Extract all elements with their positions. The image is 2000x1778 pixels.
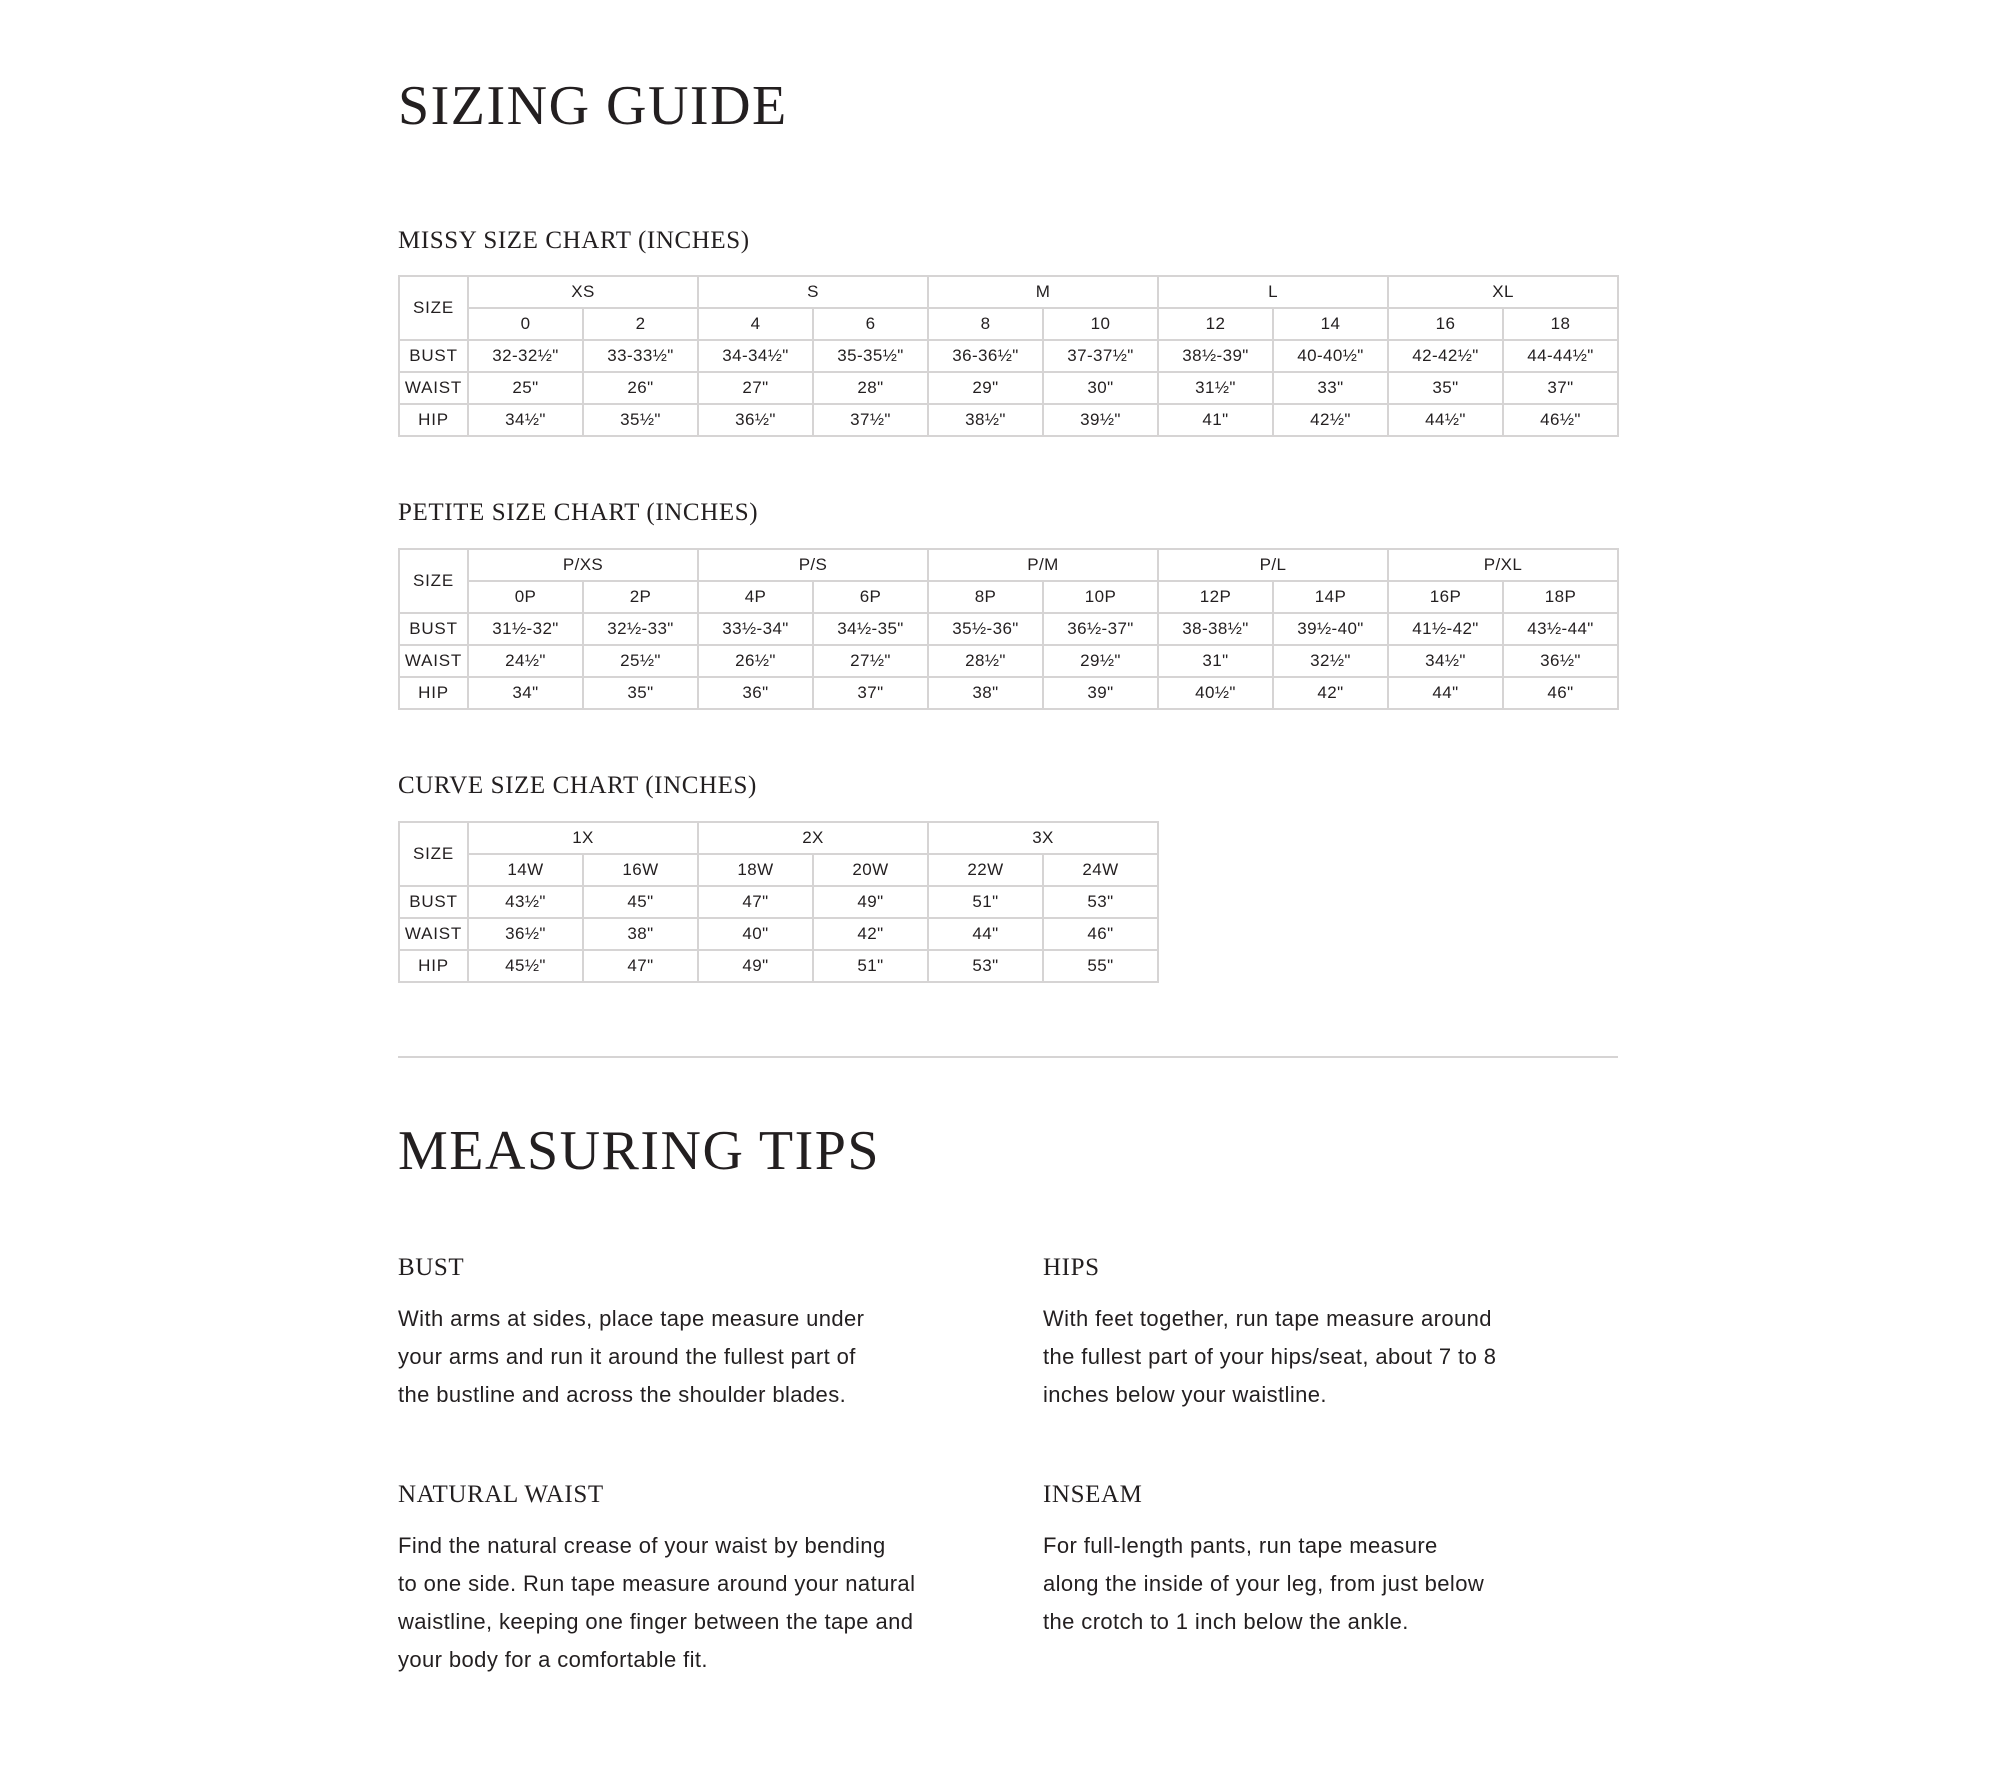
size-cell: 8P xyxy=(928,581,1043,613)
size-cell: 0P xyxy=(468,581,583,613)
bust-cell: 34½-35" xyxy=(813,613,928,645)
waist-row xyxy=(399,918,1158,950)
waist-cell: 28½" xyxy=(928,645,1043,677)
tip-line: the crotch to 1 inch below the ankle. xyxy=(1043,1609,1409,1634)
hip-cell: 45½" xyxy=(468,950,583,982)
waist-label: WAIST xyxy=(399,372,468,404)
hip-cell: 42½" xyxy=(1273,404,1388,436)
size-cell: 18 xyxy=(1503,308,1618,340)
waist-cell: 25" xyxy=(468,372,583,404)
bust-cell: 38-38½" xyxy=(1158,613,1273,645)
bust-cell: 41½-42" xyxy=(1388,613,1503,645)
size-cell: 10P xyxy=(1043,581,1158,613)
waist-cell: 34½" xyxy=(1388,645,1503,677)
bust-cell: 33½-34" xyxy=(698,613,813,645)
bust-label: BUST xyxy=(399,340,468,372)
bust-label: BUST xyxy=(399,613,468,645)
bust-row xyxy=(399,613,1618,645)
waist-cell: 28" xyxy=(813,372,928,404)
natural-waist-tip-title: NATURAL WAIST xyxy=(398,1481,604,1508)
tip-line: your arms and run it around the fullest part of xyxy=(398,1344,856,1369)
bust-cell: 35-35½" xyxy=(813,340,928,372)
size-cell: 8 xyxy=(928,308,1043,340)
hip-cell: 35" xyxy=(583,677,698,709)
bust-cell: 37-37½" xyxy=(1043,340,1158,372)
size-cell: 18W xyxy=(698,854,813,886)
hip-row xyxy=(399,677,1618,709)
hip-cell: 55" xyxy=(1043,950,1158,982)
bust-cell: 34-34½" xyxy=(698,340,813,372)
hip-label: HIP xyxy=(399,950,468,982)
group-cell: XS xyxy=(468,276,698,308)
size-cell: 24W xyxy=(1043,854,1158,886)
group-cell: 3X xyxy=(928,822,1158,854)
tip-line: inches below your waistline. xyxy=(1043,1382,1327,1407)
page-title: SIZING GUIDE xyxy=(398,75,788,137)
hip-cell: 42" xyxy=(1273,677,1388,709)
bust-cell: 40-40½" xyxy=(1273,340,1388,372)
waist-row xyxy=(399,372,1618,404)
hip-cell: 47" xyxy=(583,950,698,982)
bust-cell: 36-36½" xyxy=(928,340,1043,372)
group-cell: 1X xyxy=(468,822,698,854)
group-cell: 2X xyxy=(698,822,928,854)
bust-cell: 53" xyxy=(1043,886,1158,918)
group-cell: S xyxy=(698,276,928,308)
bust-cell: 36½-37" xyxy=(1043,613,1158,645)
missy-size-table xyxy=(398,275,1619,437)
group-cell: P/S xyxy=(698,549,928,581)
bust-label: BUST xyxy=(399,886,468,918)
hip-cell: 38" xyxy=(928,677,1043,709)
bust-cell: 31½-32" xyxy=(468,613,583,645)
size-label: SIZE xyxy=(399,822,468,886)
hip-cell: 36" xyxy=(698,677,813,709)
hip-cell: 46½" xyxy=(1503,404,1618,436)
hips-tip-title: HIPS xyxy=(1043,1254,1100,1281)
group-row xyxy=(399,276,1618,308)
waist-cell: 26½" xyxy=(698,645,813,677)
bust-cell: 45" xyxy=(583,886,698,918)
hip-cell: 34" xyxy=(468,677,583,709)
bust-cell: 42-42½" xyxy=(1388,340,1503,372)
bust-cell: 32½-33" xyxy=(583,613,698,645)
waist-label: WAIST xyxy=(399,645,468,677)
group-cell: P/L xyxy=(1158,549,1388,581)
size-cell: 10 xyxy=(1043,308,1158,340)
bust-tip-text xyxy=(398,1300,864,1414)
bust-cell: 39½-40" xyxy=(1273,613,1388,645)
hip-cell: 37" xyxy=(813,677,928,709)
bust-cell: 43½-44" xyxy=(1503,613,1618,645)
size-cell: 18P xyxy=(1503,581,1618,613)
size-cell: 4P xyxy=(698,581,813,613)
inseam-tip-title: INSEAM xyxy=(1043,1481,1143,1508)
size-cell: 12 xyxy=(1158,308,1273,340)
size-cell: 12P xyxy=(1158,581,1273,613)
hip-row xyxy=(399,950,1158,982)
hip-cell: 35½" xyxy=(583,404,698,436)
size-cell: 16P xyxy=(1388,581,1503,613)
size-cell: 16W xyxy=(583,854,698,886)
tip-line: For full-length pants, run tape measure xyxy=(1043,1533,1438,1558)
section-divider xyxy=(398,1056,1618,1058)
petite-size-table xyxy=(398,548,1619,710)
hip-cell: 44" xyxy=(1388,677,1503,709)
waist-cell: 26" xyxy=(583,372,698,404)
hip-row xyxy=(399,404,1618,436)
size-row xyxy=(399,854,1158,886)
waist-cell: 30" xyxy=(1043,372,1158,404)
bust-row xyxy=(399,886,1158,918)
hip-cell: 36½" xyxy=(698,404,813,436)
group-row xyxy=(399,549,1618,581)
tip-line: With arms at sides, place tape measure under xyxy=(398,1306,865,1331)
tip-line: along the inside of your leg, from just below xyxy=(1043,1571,1485,1596)
measuring-tips-title: MEASURING TIPS xyxy=(398,1120,881,1182)
group-cell: L xyxy=(1158,276,1388,308)
waist-cell: 40" xyxy=(698,918,813,950)
size-cell: 22W xyxy=(928,854,1043,886)
waist-label: WAIST xyxy=(399,918,468,950)
waist-row xyxy=(399,645,1618,677)
size-cell: 6P xyxy=(813,581,928,613)
waist-cell: 37" xyxy=(1503,372,1618,404)
hips-tip-text xyxy=(1043,1300,1496,1414)
waist-cell: 29" xyxy=(928,372,1043,404)
hip-cell: 53" xyxy=(928,950,1043,982)
group-cell: M xyxy=(928,276,1158,308)
hip-cell: 46" xyxy=(1503,677,1618,709)
tip-line: your body for a comfortable fit. xyxy=(398,1647,708,1672)
bust-row xyxy=(399,340,1618,372)
group-cell: P/XS xyxy=(468,549,698,581)
tip-line: waistline, keeping one finger between the tape and xyxy=(398,1609,914,1634)
tip-line: With feet together, run tape measure around xyxy=(1043,1306,1492,1331)
hip-cell: 37½" xyxy=(813,404,928,436)
hip-cell: 51" xyxy=(813,950,928,982)
hip-cell: 44½" xyxy=(1388,404,1503,436)
size-cell: 6 xyxy=(813,308,928,340)
waist-cell: 32½" xyxy=(1273,645,1388,677)
hip-cell: 39" xyxy=(1043,677,1158,709)
waist-cell: 27½" xyxy=(813,645,928,677)
tip-line: Find the natural crease of your waist by bending xyxy=(398,1533,886,1558)
size-cell: 2 xyxy=(583,308,698,340)
size-row xyxy=(399,581,1618,613)
size-cell: 16 xyxy=(1388,308,1503,340)
bust-cell: 47" xyxy=(698,886,813,918)
hip-label: HIP xyxy=(399,677,468,709)
size-cell: 0 xyxy=(468,308,583,340)
hip-cell: 41" xyxy=(1158,404,1273,436)
waist-cell: 31½" xyxy=(1158,372,1273,404)
group-cell: P/XL xyxy=(1388,549,1618,581)
size-cell: 20W xyxy=(813,854,928,886)
waist-cell: 27" xyxy=(698,372,813,404)
size-cell: 4 xyxy=(698,308,813,340)
hip-cell: 40½" xyxy=(1158,677,1273,709)
bust-cell: 44-44½" xyxy=(1503,340,1618,372)
petite-chart-title: PETITE SIZE CHART (INCHES) xyxy=(398,499,759,526)
waist-cell: 44" xyxy=(928,918,1043,950)
bust-tip-title: BUST xyxy=(398,1254,465,1281)
group-cell: XL xyxy=(1388,276,1618,308)
waist-cell: 36½" xyxy=(1503,645,1618,677)
waist-cell: 25½" xyxy=(583,645,698,677)
size-cell: 14P xyxy=(1273,581,1388,613)
hip-cell: 34½" xyxy=(468,404,583,436)
waist-cell: 29½" xyxy=(1043,645,1158,677)
inseam-tip-text xyxy=(1043,1527,1484,1641)
waist-cell: 42" xyxy=(813,918,928,950)
bust-cell: 35½-36" xyxy=(928,613,1043,645)
size-label: SIZE xyxy=(399,549,468,613)
size-cell: 2P xyxy=(583,581,698,613)
missy-chart-title: MISSY SIZE CHART (INCHES) xyxy=(398,227,750,254)
waist-cell: 36½" xyxy=(468,918,583,950)
hip-cell: 49" xyxy=(698,950,813,982)
curve-chart-title: CURVE SIZE CHART (INCHES) xyxy=(398,772,757,799)
bust-cell: 38½-39" xyxy=(1158,340,1273,372)
group-row xyxy=(399,822,1158,854)
waist-cell: 35" xyxy=(1388,372,1503,404)
waist-cell: 24½" xyxy=(468,645,583,677)
tip-line: to one side. Run tape measure around your natural xyxy=(398,1571,916,1596)
natural-waist-tip-text xyxy=(398,1527,915,1679)
hip-label: HIP xyxy=(399,404,468,436)
bust-cell: 43½" xyxy=(468,886,583,918)
size-cell: 14W xyxy=(468,854,583,886)
curve-size-table xyxy=(398,821,1159,983)
waist-cell: 33" xyxy=(1273,372,1388,404)
hip-cell: 39½" xyxy=(1043,404,1158,436)
bust-cell: 49" xyxy=(813,886,928,918)
waist-cell: 38" xyxy=(583,918,698,950)
waist-cell: 46" xyxy=(1043,918,1158,950)
size-row xyxy=(399,308,1618,340)
waist-cell: 31" xyxy=(1158,645,1273,677)
size-label: SIZE xyxy=(399,276,468,340)
size-cell: 14 xyxy=(1273,308,1388,340)
bust-cell: 51" xyxy=(928,886,1043,918)
bust-cell: 33-33½" xyxy=(583,340,698,372)
bust-cell: 32-32½" xyxy=(468,340,583,372)
hip-cell: 38½" xyxy=(928,404,1043,436)
tip-line: the bustline and across the shoulder blades. xyxy=(398,1382,847,1407)
group-cell: P/M xyxy=(928,549,1158,581)
tip-line: the fullest part of your hips/seat, about 7 to 8 xyxy=(1043,1344,1497,1369)
